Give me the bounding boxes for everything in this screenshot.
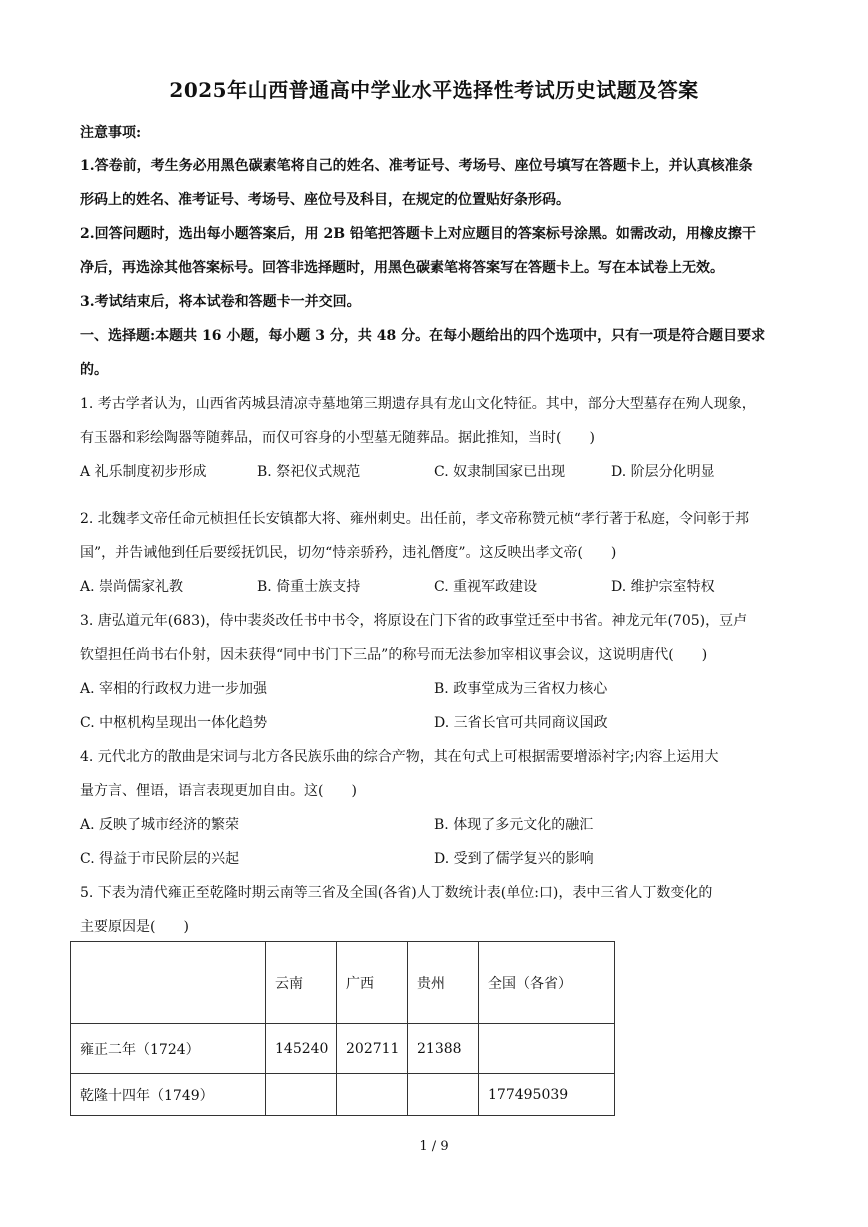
q3-stem-line1: 3. 唐弘道元年(683)，侍中裴炎改任书中书令，将原设在门下省的政事堂迁至中书省。神龙元年(705)，豆卢 — [80, 613, 748, 629]
q4-stem-line1: 4. 元代北方的散曲是宋词与北方各民族乐曲的综合产物，其在句式上可根据需要增添衬字;内容上运用大 — [80, 749, 719, 765]
q3-option-d: D. 三省长官可共同商议国政 — [434, 715, 608, 731]
q1-stem-line2: 有玉器和彩绘陶器等随葬品，而仅可容身的小型墓无随葬品。据此推知，当时( ) — [80, 430, 595, 446]
page-title: 2025年山西普通高中学业水平选择性考试历史试题及答案 — [169, 78, 699, 102]
table-cell — [408, 1074, 479, 1116]
table-row — [71, 1024, 615, 1074]
table-header-cell: 全国（各省） — [479, 942, 615, 1024]
q3-option-c: C. 中枢机构呈现出一体化趋势 — [80, 715, 268, 731]
q1-option-c: C. 奴隶制国家已出现 — [434, 464, 566, 480]
q1-option-d: D. 阶层分化明显 — [611, 464, 715, 480]
table-cell: 145240 — [266, 1024, 337, 1074]
notice-item1-line1: 1.答卷前，考生务必用黑色碳素笔将自己的姓名、准考证号、考场号、座位号填写在答题卡上，并认真核准条 — [80, 158, 753, 174]
q1-stem-line1: 1. 考古学者认为，山西省芮城县清凉寺墓地第三期遗存具有龙山文化特征。其中，部分大型墓存在殉人现象， — [80, 396, 756, 412]
q4-option-a: A. 反映了城市经济的繁荣 — [80, 817, 240, 833]
q2-option-d: D. 维护宗室特权 — [611, 579, 715, 595]
q5-stem-line1: 5. 下表为清代雍正至乾隆时期云南等三省及全国(各省)人丁数统计表(单位:口)，表中三省人丁数变化的 — [80, 885, 713, 901]
q4-option-b: B. 体现了多元文化的融汇 — [434, 817, 594, 833]
q3-option-b: B. 政事堂成为三省权力核心 — [434, 681, 608, 697]
q2-option-b: B. 倚重士族支持 — [257, 579, 361, 595]
table-row — [71, 1074, 615, 1116]
table-cell: 乾隆十四年（1749） — [71, 1074, 266, 1116]
table-cell: 177495039 — [479, 1074, 615, 1116]
q4-option-c: C. 得益于市民阶层的兴起 — [80, 851, 240, 867]
notice-item2-line2: 净后，再选涂其他答案标号。回答非选择题时，用黑色碳素笔将答案写在答题卡上。写在本试卷上无效。 — [80, 260, 724, 276]
notice-heading: 注意事项: — [80, 125, 142, 141]
q2-stem-line1: 2. 北魏孝文帝任命元桢担任长安镇都大将、雍州刺史。出任前，孝文帝称赞元桢“孝行著于私庭，令问彰于邦 — [80, 511, 749, 527]
q5-stem-line2: 主要原因是( ) — [80, 919, 189, 935]
q3-option-a: A. 宰相的行政权力进一步加强 — [80, 681, 268, 697]
q3-stem-line2: 钦望担任尚书右仆射，因未获得“同中书门下三品”的称号而无法参加宰相议事会议，这说明唐代( ) — [80, 647, 708, 663]
notice-item2-line1: 2.回答问题时，选出每小题答案后，用 2B 铅笔把答题卡上对应题目的答案标号涂黑。如需改动，用橡皮擦干 — [80, 226, 756, 242]
table-header-cell: 贵州 — [408, 942, 479, 1024]
table-cell: 202711 — [337, 1024, 408, 1074]
table-header-cell — [71, 942, 266, 1024]
table-cell — [337, 1074, 408, 1116]
table-cell: 21388 — [408, 1024, 479, 1074]
table-header-cell: 广西 — [337, 942, 408, 1024]
section-heading-line2: 的。 — [80, 362, 108, 378]
q4-option-d: D. 受到了儒学复兴的影响 — [434, 851, 594, 867]
table-header-row — [71, 942, 615, 1024]
q4-stem-line2: 量方言、俚语，语言表现更加自由。这( ) — [80, 783, 357, 799]
page-number: 1 / 9 — [419, 1139, 449, 1154]
section-heading-line1: 一、选择题:本题共 16 小题，每小题 3 分，共 48 分。在每小题给出的四个选项中，只有一项是符合题目要求 — [80, 328, 766, 344]
table-header-cell: 云南 — [266, 942, 337, 1024]
q2-stem-line2: 国”，并告诫他到任后要绥抚饥民，切勿“恃亲骄矜，违礼僭度”。这反映出孝文帝( ) — [80, 545, 617, 561]
notice-item3: 3.考试结束后，将本试卷和答题卡一并交回。 — [80, 294, 361, 310]
table-cell — [266, 1074, 337, 1116]
q2-option-c: C. 重视军政建设 — [434, 579, 538, 595]
population-table — [70, 941, 615, 1116]
q1-option-b: B. 祭祀仪式规范 — [257, 464, 361, 480]
q2-option-a: A. 崇尚儒家礼教 — [80, 579, 184, 595]
table-cell: 雍正二年（1724） — [71, 1024, 266, 1074]
q1-option-a: A 礼乐制度初步形成 — [80, 464, 207, 480]
notice-item1-line2: 形码上的姓名、准考证号、考场号、座位号及科目，在规定的位置贴好条形码。 — [80, 192, 570, 208]
table-cell — [479, 1024, 615, 1074]
